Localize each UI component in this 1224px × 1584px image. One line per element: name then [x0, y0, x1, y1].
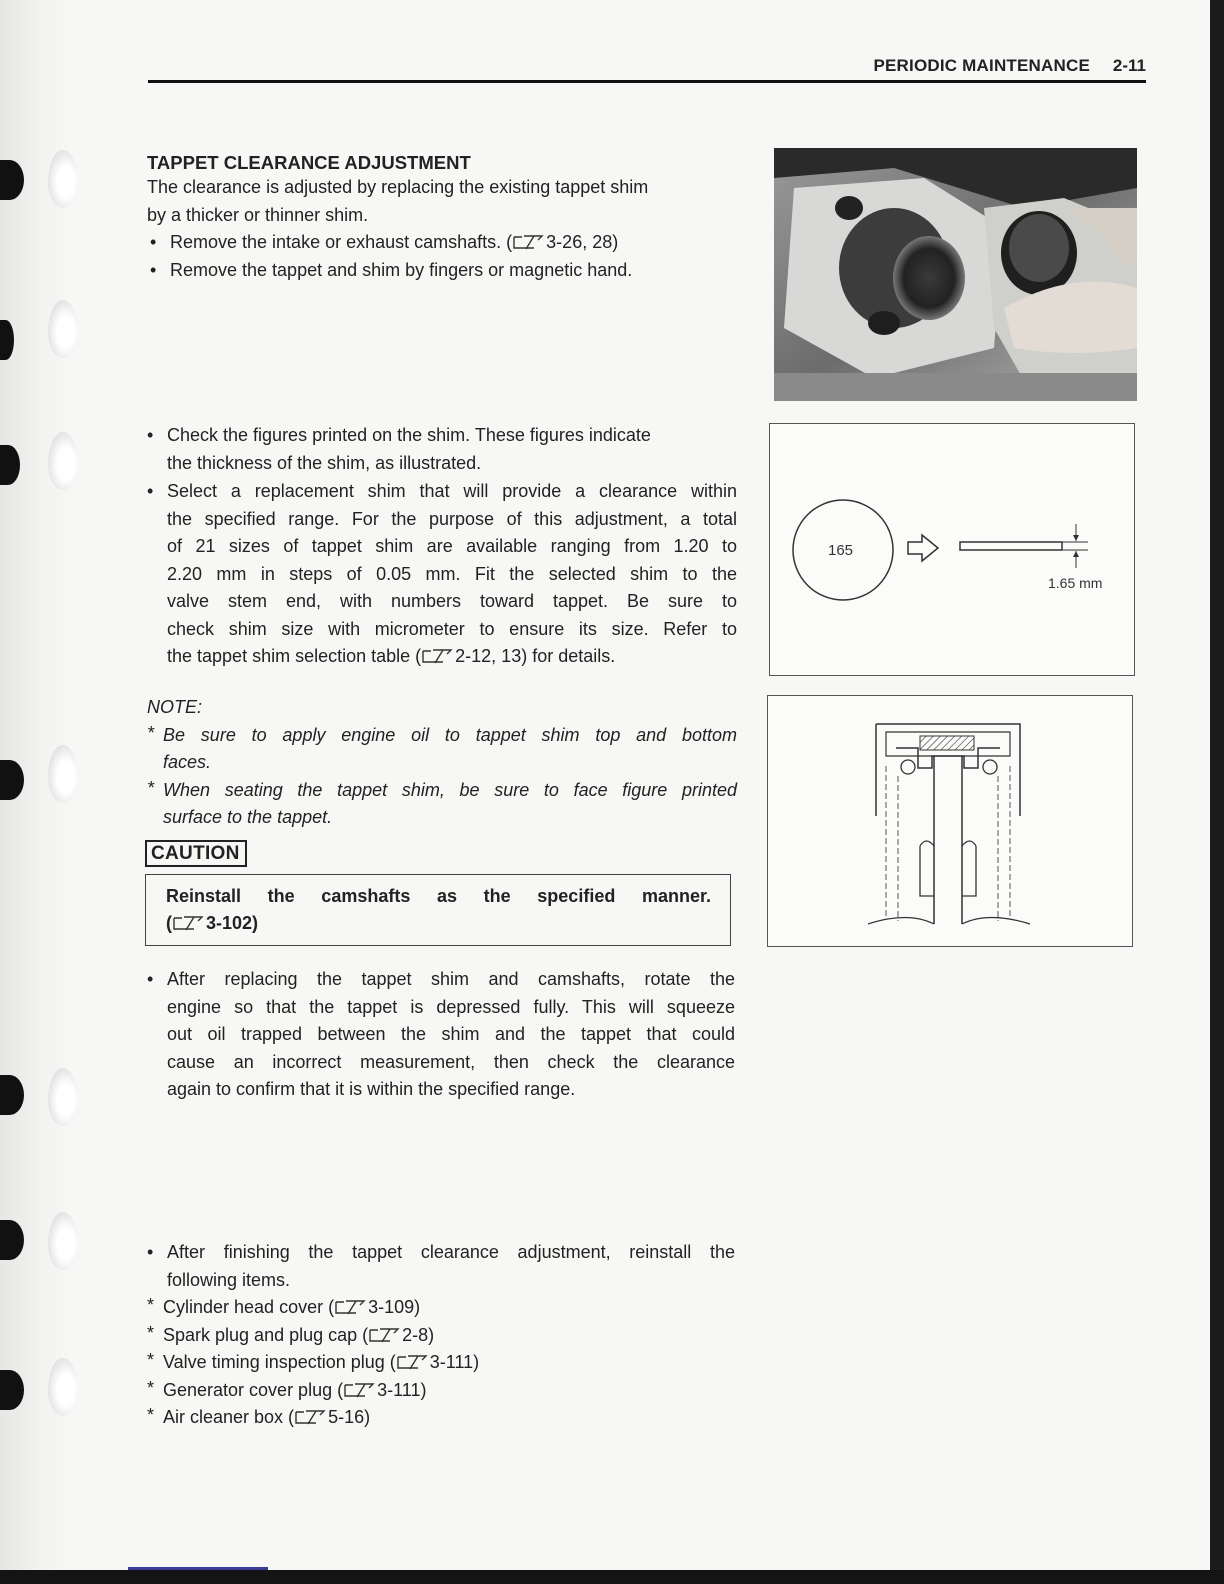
punch-hole	[48, 1068, 78, 1126]
bullet-after-finishing: • After finishing the tappet clearance adjustment, reinstall the following items.	[147, 1239, 735, 1294]
section-title: TAPPET CLEARANCE ADJUSTMENT	[147, 152, 471, 173]
note-item-seat-shim: * When seating the tappet shim, be sure to face figure printed surface to the tappet.	[147, 777, 737, 832]
reinstall-item: * Air cleaner box ( 5-16)	[147, 1404, 735, 1432]
reference-icon	[172, 915, 206, 931]
page-edge-shadow	[0, 1570, 1224, 1584]
bullet-check-figures: • Check the figures printed on the shim. These figures indicate the thickness of the shim, as illustrated.	[147, 422, 737, 477]
step-remove-camshafts: • Remove the intake or exhaust camshafts. ( 3-26, 28)	[150, 229, 742, 257]
punch-hole	[48, 150, 78, 208]
bullet-after-replacing: • After replacing the tappet shim and camshafts, rotate the engine so that the tappet is depressed fully. This will squeeze out oil trapped between the shim and the tappet that could cause an incorrect measurement, then check the clearance again to confirm that it is within the specified range.	[147, 966, 735, 1104]
arrow-icon	[908, 535, 938, 561]
shim-side-view	[960, 542, 1062, 550]
step-remove-tappet: • Remove the tappet and shim by fingers or magnetic hand.	[150, 257, 742, 285]
reinstall-item: * Generator cover plug ( 3-111)	[147, 1377, 735, 1405]
caution-label: CAUTION	[145, 840, 247, 867]
caution-box: Reinstall the camshafts as the specified manner. ( 3-102)	[145, 874, 731, 946]
after-replacing-block	[147, 966, 735, 1104]
reference-icon	[343, 1382, 377, 1398]
punch-hole	[48, 745, 78, 803]
reference-icon	[294, 1409, 328, 1425]
punch-hole	[48, 1212, 78, 1270]
reference-icon	[512, 234, 546, 250]
bullet-select-shim: • Select a replacement shim that will provide a clearance within the specified range. For the purpose of this adjustment, a total of 21 sizes of tappet shim are available ranging from 1.20 to 2.20 mm in steps of 0.05 mm. Fit the selected shim to the valve stem end, with numbers toward tappet. Be sure to check shim size with micrometer to ensure its size. Refer to the tappet shim selection table ( 2-12, 13) for details.	[147, 478, 737, 671]
reference-icon	[334, 1299, 368, 1315]
page-number: 2-11	[1112, 56, 1146, 75]
punch-hole	[48, 300, 78, 358]
running-header	[148, 56, 1146, 82]
check-figures-block	[147, 422, 737, 671]
shim-thickness-figure	[769, 423, 1135, 676]
intro-line: by a thicker or thinner shim.	[147, 204, 369, 225]
thickness-label: 1.65 mm	[1048, 575, 1103, 591]
punch-hole	[48, 432, 78, 490]
page-mark	[128, 1567, 268, 1570]
note-block	[147, 694, 737, 832]
reference-icon	[368, 1327, 402, 1343]
reinstall-item: * Spark plug and plug cap ( 2-8)	[147, 1322, 735, 1350]
header-section-title: PERIODIC MAINTENANCE	[873, 56, 1090, 75]
reference-icon	[421, 648, 455, 664]
header-rule	[148, 80, 1146, 83]
note-item-apply-oil: * Be sure to apply engine oil to tappet shim top and bottom faces.	[147, 722, 737, 777]
tappet-removal-photo	[774, 148, 1137, 401]
reinstall-item: * Valve timing inspection plug ( 3-111)	[147, 1349, 735, 1377]
note-heading: NOTE:	[147, 697, 203, 717]
reinstall-item: * Cylinder head cover ( 3-109)	[147, 1294, 735, 1322]
reference-icon	[396, 1354, 430, 1370]
page-edge-shadow	[1210, 0, 1224, 1584]
punch-hole	[48, 1358, 78, 1416]
shim-number: 165	[828, 542, 854, 559]
intro-paragraph	[147, 174, 742, 284]
after-finishing-block	[147, 1239, 735, 1432]
caution-text: Reinstall the camshafts as the specified manner.	[166, 886, 711, 906]
tappet-section-figure	[767, 695, 1133, 947]
intro-line: The clearance is adjusted by replacing the existing tappet shim	[147, 177, 649, 197]
